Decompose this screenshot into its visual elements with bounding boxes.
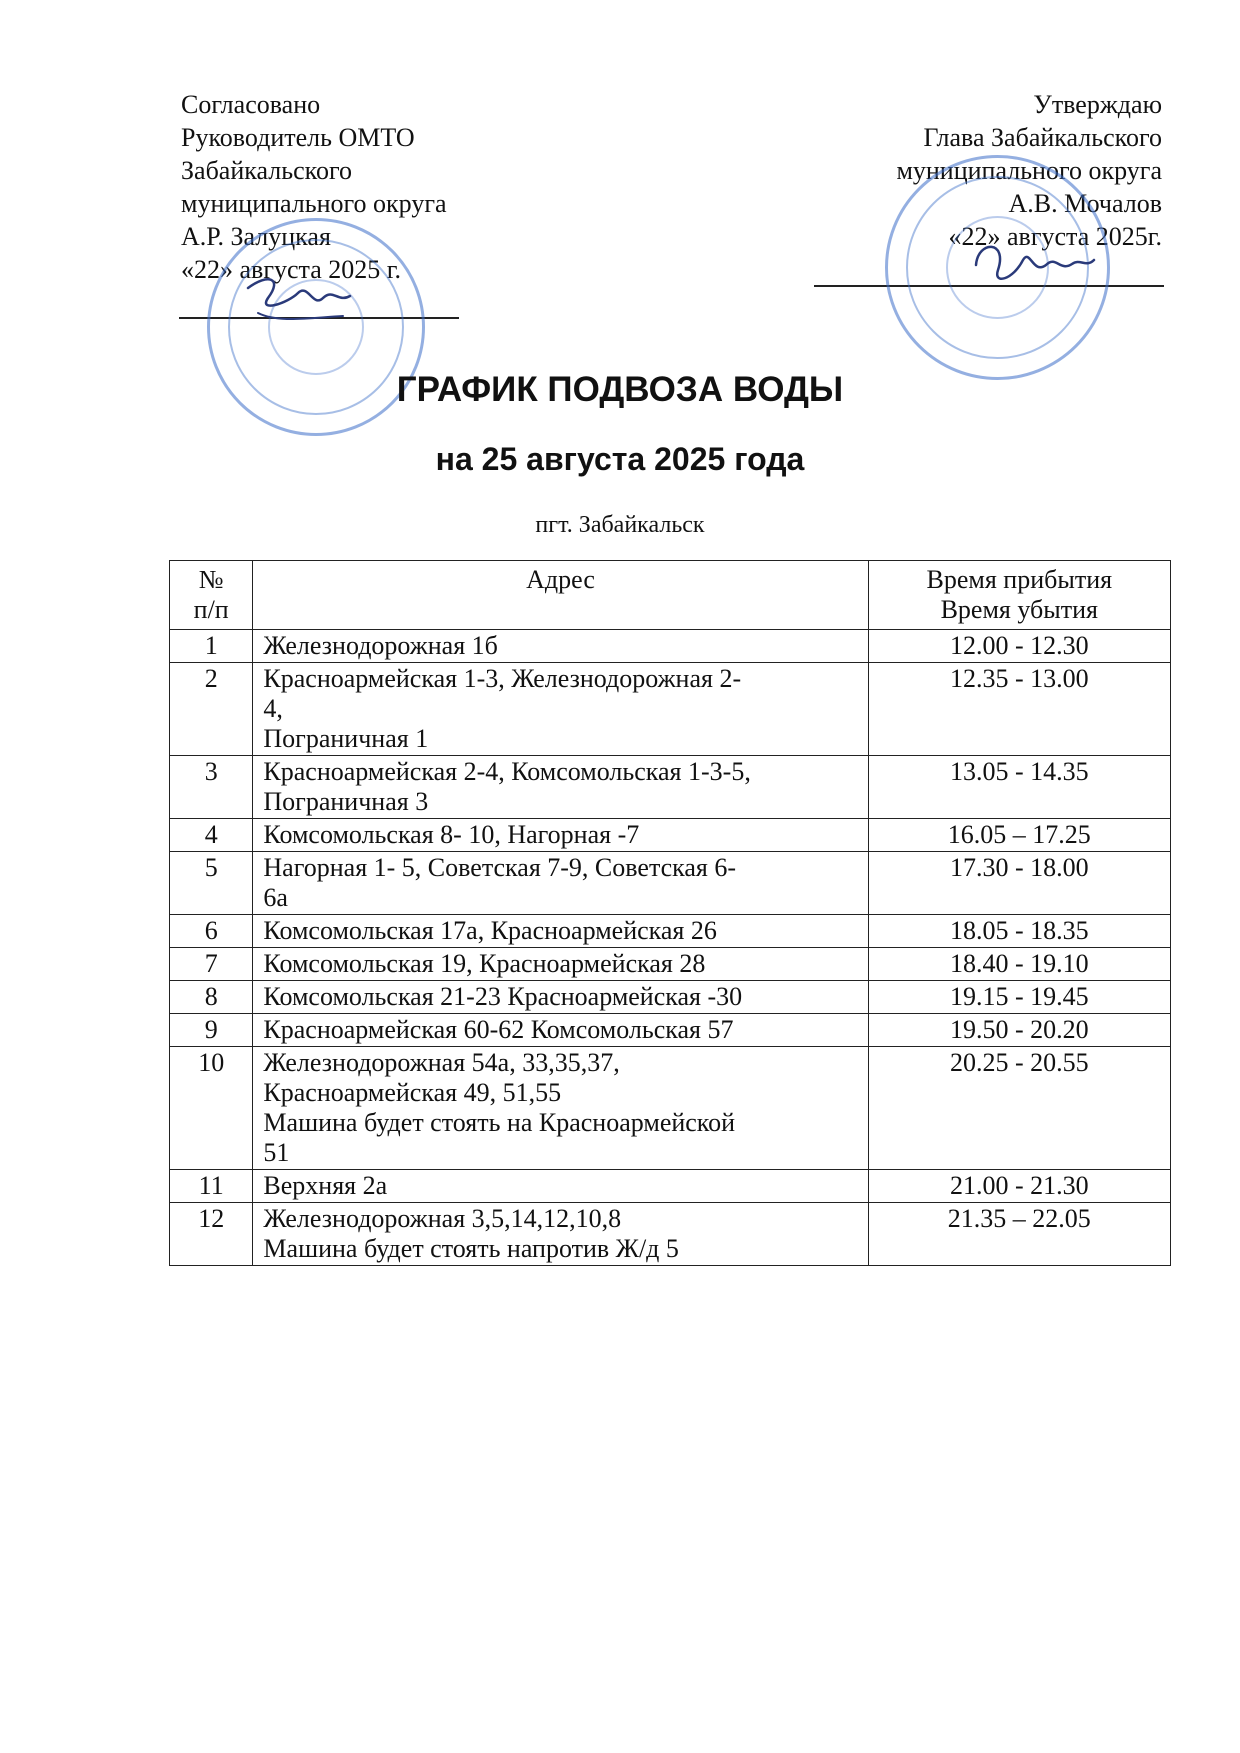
address-line: 6а bbox=[263, 883, 288, 912]
row-time: 19.15 - 19.45 bbox=[868, 981, 1170, 1014]
address-line: Нагорная 1- 5, Советская 7-9, Советская 6- bbox=[263, 853, 737, 882]
row-number: 5 bbox=[170, 852, 253, 915]
address-line: Красноармейская 2-4, Комсомольская 1-3-5, bbox=[263, 757, 751, 786]
approval-line: Руководитель ОМТО bbox=[181, 123, 415, 152]
row-time: 13.05 - 14.35 bbox=[868, 756, 1170, 819]
address-line: Красноармейская 1-3, Железнодорожная 2- bbox=[263, 664, 742, 693]
table-header-row bbox=[170, 561, 1171, 630]
row-number: 11 bbox=[170, 1170, 253, 1203]
row-number: 1 bbox=[170, 630, 253, 663]
row-number: 10 bbox=[170, 1047, 253, 1170]
row-time: 16.05 – 17.25 bbox=[868, 819, 1170, 852]
document-subtitle: на 25 августа 2025 года bbox=[435, 441, 805, 477]
address-line: Комсомольская 17а, Красноармейская 26 bbox=[263, 916, 717, 945]
row-address bbox=[253, 852, 868, 915]
row-address bbox=[253, 819, 868, 852]
row-address bbox=[253, 1014, 868, 1047]
address-line: Железнодорожная 54а, 33,35,37, bbox=[263, 1048, 620, 1077]
header-time-line: Время прибытия bbox=[926, 565, 1113, 594]
row-time: 21.35 – 22.05 bbox=[868, 1203, 1170, 1266]
row-number: 2 bbox=[170, 663, 253, 756]
table-row bbox=[170, 1203, 1171, 1266]
approval-line: муниципального округа bbox=[896, 156, 1162, 185]
approval-line: «22» августа 2025 г. bbox=[181, 255, 401, 284]
water-delivery-schedule-table bbox=[169, 560, 1171, 1266]
table-row bbox=[170, 981, 1171, 1014]
row-address bbox=[253, 1047, 868, 1170]
row-time: 18.05 - 18.35 bbox=[868, 915, 1170, 948]
address-line: Пограничная 3 bbox=[263, 787, 429, 816]
row-address bbox=[253, 1170, 868, 1203]
table-row bbox=[170, 852, 1171, 915]
row-address bbox=[253, 915, 868, 948]
row-address bbox=[253, 1203, 868, 1266]
address-line: Красноармейская 49, 51,55 bbox=[263, 1078, 562, 1107]
row-address bbox=[253, 981, 868, 1014]
row-address bbox=[253, 663, 868, 756]
address-line: Красноармейская 60-62 Комсомольская 57 bbox=[263, 1015, 734, 1044]
header-number-line: п/п bbox=[193, 595, 229, 624]
row-time: 17.30 - 18.00 bbox=[868, 852, 1170, 915]
approval-line: А.В. Мочалов bbox=[1008, 189, 1162, 218]
table-row bbox=[170, 915, 1171, 948]
header-time bbox=[868, 561, 1170, 630]
approval-line: Глава Забайкальского bbox=[923, 123, 1162, 152]
row-time: 12.35 - 13.00 bbox=[868, 663, 1170, 756]
approval-line: А.Р. Залуцкая bbox=[181, 222, 331, 251]
row-time: 18.40 - 19.10 bbox=[868, 948, 1170, 981]
address-line: 4, bbox=[263, 694, 283, 723]
address-line: Верхняя 2а bbox=[263, 1171, 388, 1200]
row-number: 6 bbox=[170, 915, 253, 948]
address-line: Железнодорожная 3,5,14,12,10,8 bbox=[263, 1204, 622, 1233]
address-line: Машина будет стоять напротив Ж/д 5 bbox=[263, 1234, 679, 1263]
approval-line: «22» августа 2025г. bbox=[948, 222, 1162, 251]
document-title: ГРАФИК ПОДВОЗА ВОДЫ bbox=[396, 370, 844, 409]
table-row bbox=[170, 663, 1171, 756]
row-number: 9 bbox=[170, 1014, 253, 1047]
table-row bbox=[170, 1170, 1171, 1203]
row-time: 21.00 - 21.30 bbox=[868, 1170, 1170, 1203]
row-number: 12 bbox=[170, 1203, 253, 1266]
approval-line: Забайкальского bbox=[181, 156, 352, 185]
address-line: Пограничная 1 bbox=[263, 724, 429, 753]
header-time-line: Время убытия bbox=[940, 595, 1098, 624]
row-time: 20.25 - 20.55 bbox=[868, 1047, 1170, 1170]
table-row bbox=[170, 948, 1171, 981]
address-line: Машина будет стоять на Красноармейской bbox=[263, 1108, 736, 1137]
table-row bbox=[170, 1047, 1171, 1170]
table-row bbox=[170, 630, 1171, 663]
approval-line: Согласовано bbox=[181, 90, 321, 119]
row-address bbox=[253, 948, 868, 981]
row-address bbox=[253, 756, 868, 819]
row-number: 3 bbox=[170, 756, 253, 819]
address-line: Комсомольская 19, Красноармейская 28 bbox=[263, 949, 706, 978]
approval-line: Утверждаю bbox=[1033, 90, 1162, 119]
address-line: 51 bbox=[263, 1138, 290, 1167]
row-number: 8 bbox=[170, 981, 253, 1014]
row-number: 7 bbox=[170, 948, 253, 981]
row-address bbox=[253, 630, 868, 663]
row-number: 4 bbox=[170, 819, 253, 852]
row-time: 19.50 - 20.20 bbox=[868, 1014, 1170, 1047]
table-row bbox=[170, 1014, 1171, 1047]
locality: пгт. Забайкальск bbox=[535, 512, 705, 538]
header-address: Адрес bbox=[253, 561, 868, 630]
address-line: Железнодорожная 1б bbox=[263, 631, 498, 660]
signature-right bbox=[968, 230, 1098, 300]
address-line: Комсомольская 8- 10, Нагорная -7 bbox=[263, 820, 640, 849]
row-time: 12.00 - 12.30 bbox=[868, 630, 1170, 663]
table-row bbox=[170, 819, 1171, 852]
table-body bbox=[170, 630, 1171, 1266]
table-row bbox=[170, 756, 1171, 819]
header-number bbox=[170, 561, 253, 630]
approval-line: муниципального округа bbox=[181, 189, 447, 218]
header-number-line: № bbox=[198, 565, 224, 594]
address-line: Комсомольская 21-23 Красноармейская -30 bbox=[263, 982, 743, 1011]
signature-left bbox=[238, 268, 358, 338]
